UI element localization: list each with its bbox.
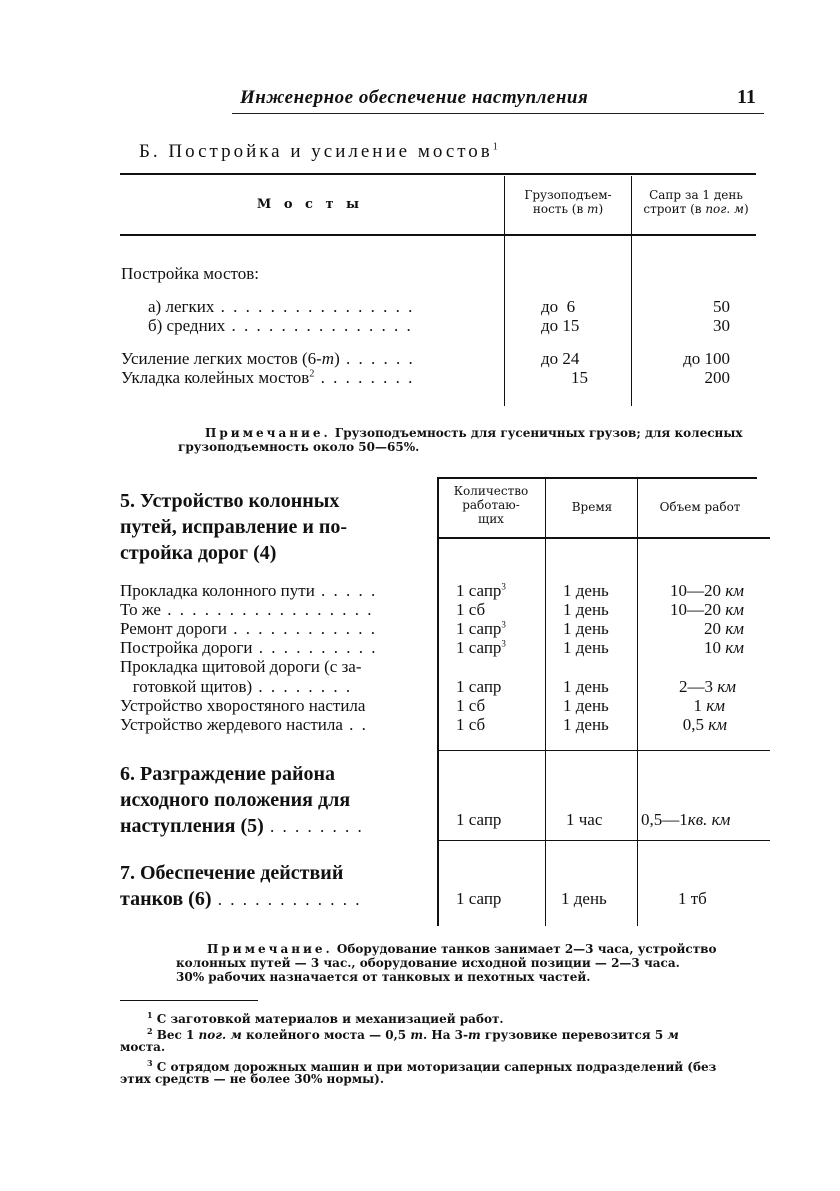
table-5-col-divider <box>637 478 638 926</box>
leader-dots: . . . . . . <box>339 349 415 368</box>
workers-value: 1 сапр <box>456 677 502 696</box>
section-7-heading <box>120 860 361 913</box>
row-label-unit: т <box>321 349 335 368</box>
footnote-text: колейного моста — 0,5 <box>241 1028 411 1042</box>
leader-dots: . . . . . . . . . . . . <box>211 890 362 909</box>
footnote-continuation: этих средств — не более 30% нормы). <box>120 1072 385 1086</box>
rate-value: 30 <box>713 316 730 335</box>
table-5-note-line2: колонных путей — 3 час., оборудование исходной позиции — 2—3 часа. <box>176 956 680 970</box>
volume-value <box>641 810 730 830</box>
volume-text: 10 <box>703 638 726 657</box>
note-text: Оборудование танков занимает 2—3 часа, устройство <box>332 942 717 956</box>
time-value: 1 день <box>561 889 607 908</box>
volume-value <box>640 715 727 735</box>
volume-unit: км <box>706 696 725 715</box>
footnote-divider <box>120 1000 258 1001</box>
heading-line: 7. Обеспечение действий <box>120 862 344 884</box>
volume-text: 1 <box>693 696 707 715</box>
workers-value <box>456 638 506 658</box>
row-label: Прокладка колонного пути <box>120 581 315 600</box>
workers-value: 1 сапр <box>456 889 502 908</box>
note-text: Грузоподъемность для гусеничных грузов; для колесных <box>330 426 743 440</box>
rate-value: до 100 <box>683 349 730 368</box>
section-b-title <box>139 141 498 163</box>
volume-unit: км <box>725 581 744 600</box>
table-b-col-divider <box>631 176 632 406</box>
volume-unit: км <box>725 619 744 638</box>
workers-value: 1 сб <box>456 696 486 715</box>
row-label: а) легких <box>148 297 215 316</box>
heading-line-text: танков (6) <box>120 888 212 910</box>
running-header-title: Инженерное обеспечение наступления <box>240 87 589 108</box>
workers-value <box>456 619 506 639</box>
row-label: готовкой щитов) <box>120 677 253 696</box>
workers-value: 1 сб <box>456 715 486 734</box>
table-b-header-rule <box>120 234 756 236</box>
volume-unit: км <box>708 715 727 734</box>
leader-dots: . . . . . . . . <box>263 817 364 836</box>
heading-line <box>120 813 364 840</box>
table-row <box>120 619 377 639</box>
footnote-ref: 3 <box>501 638 506 649</box>
footnote-unit: т <box>410 1028 424 1042</box>
volume-value <box>640 696 725 716</box>
footnote-text: С заготовкой материалов и механизацией работ. <box>152 1012 504 1026</box>
footnote-mark: 3 <box>147 1058 153 1068</box>
row-label: То же <box>120 600 161 619</box>
rate-l2-text: строит (в <box>643 202 706 216</box>
volume-value <box>640 600 744 620</box>
col-header-workers <box>441 484 541 526</box>
capacity-unit: т <box>587 202 599 216</box>
volume-value <box>640 619 744 639</box>
col-header-capacity-l2 <box>508 202 628 216</box>
table-5-note-line3: 30% рабочих назначается от танковых и пехотных частей. <box>176 970 591 984</box>
workers-value: 1 сб <box>456 600 486 619</box>
footnote-text: . На 3- <box>423 1028 469 1042</box>
row-label: Ремонт дороги <box>120 619 228 638</box>
footnote-mark: 1 <box>147 1010 153 1020</box>
capacity-value: 15 <box>571 368 588 387</box>
volume-text: 10—20 <box>669 600 726 619</box>
footnote-mark: 2 <box>147 1026 153 1036</box>
capacity-value: до 24 <box>541 349 580 368</box>
table-row <box>120 677 352 697</box>
heading-line <box>120 886 361 913</box>
heading-line: путей, исправление и по- <box>120 516 348 538</box>
table-row <box>121 368 414 388</box>
footnote-text: Вес 1 <box>152 1028 199 1042</box>
leader-dots: . . . . . . . . . . . . . . . . <box>214 297 415 316</box>
capacity-l2-text: ность (в <box>532 202 588 216</box>
note-head: Примечание. <box>207 942 333 956</box>
row-label: б) средних <box>148 316 226 335</box>
volume-text: 0,5 <box>682 715 709 734</box>
col-header-capacity <box>508 188 628 216</box>
col-header-workers-l3: щих <box>478 512 504 526</box>
volume-text: 0,5—1 <box>641 810 688 829</box>
col-header-capacity-l1: Грузоподъем- <box>524 188 612 202</box>
leader-dots: . . . . . <box>314 581 378 600</box>
table-5-note <box>207 942 767 956</box>
section-b-title-text: Б. Постройка и усиление мостов <box>139 141 493 162</box>
table-row <box>120 600 373 620</box>
volume-value: 1 тб <box>678 889 707 908</box>
col-header-rate-l2 <box>634 202 758 216</box>
table-row <box>120 581 377 601</box>
footnote-unit: м <box>667 1028 679 1042</box>
capacity-value: до 6 <box>541 297 576 316</box>
page-number: 11 <box>737 86 756 108</box>
time-value: 1 день <box>563 638 609 657</box>
leader-dots: . . . . . . . . . . . . . . . . . <box>160 600 374 619</box>
header-divider <box>232 113 764 114</box>
leader-dots: . . . . . . . . <box>314 368 415 387</box>
section-5-heading <box>120 488 347 566</box>
footnote-text: грузовике перевозится 5 <box>480 1028 668 1042</box>
row-label: Усиление легких мостов (6- <box>121 349 322 368</box>
col-header-workers-l1: Количество <box>453 484 529 498</box>
footnote <box>147 1024 679 1042</box>
row-label: Укладка колейных мостов <box>121 368 310 387</box>
volume-unit: км <box>725 638 744 657</box>
time-value: 1 день <box>563 619 609 638</box>
section-6-heading <box>120 761 364 840</box>
workers-text: 1 сапр <box>456 619 502 638</box>
note-head: Примечание. <box>205 426 331 440</box>
table-row <box>120 638 378 658</box>
heading-line: стройка дорог (4) <box>120 542 277 564</box>
rate-l2-end: ) <box>743 202 749 216</box>
volume-value <box>640 677 736 697</box>
workers-value: 1 сапр <box>456 810 502 829</box>
footnote-ref: 3 <box>501 619 506 630</box>
volume-text: 2—3 <box>678 677 718 696</box>
table-5-col-divider <box>545 478 546 926</box>
table-row: Прокладка щитовой дороги (с за- <box>120 657 362 676</box>
footnote-ref: 1 <box>492 141 498 153</box>
leader-dots: . . . . . . . . . . . . . . . <box>225 316 413 335</box>
row-label: Устройство жердевого настила <box>120 715 343 734</box>
workers-text: 1 сапр <box>456 581 502 600</box>
col-header-workers-l2: работаю- <box>462 498 520 512</box>
time-value: 1 день <box>563 715 609 734</box>
workers-text: 1 сапр <box>456 638 502 657</box>
footnote-ref: 3 <box>501 581 506 592</box>
time-value: 1 час <box>566 810 603 829</box>
footnote-continuation: моста. <box>120 1040 166 1054</box>
heading-line: исходного положения для <box>120 789 351 811</box>
table-row <box>148 316 413 336</box>
heading-line-text: наступления (5) <box>120 815 264 837</box>
table-row <box>120 715 368 735</box>
table-row <box>148 297 414 317</box>
time-value: 1 день <box>563 600 609 619</box>
volume-value <box>640 581 744 601</box>
table-b-col-divider <box>504 176 505 406</box>
row-label-end: ) <box>334 349 340 368</box>
col-header-volume: Объем работ <box>659 500 741 514</box>
leader-dots: . . . . . . . . . . . . <box>227 619 378 638</box>
capacity-value: до 15 <box>541 316 580 335</box>
table-b-top-rule <box>120 173 756 175</box>
volume-unit: км <box>725 600 744 619</box>
footnote-unit: пог. м <box>198 1028 242 1042</box>
col-header-time: Время <box>571 500 613 514</box>
group-label: Постройка мостов: <box>121 264 259 283</box>
rate-unit: пог. м <box>705 202 744 216</box>
time-value: 1 день <box>563 677 609 696</box>
capacity-l2-end: ) <box>598 202 604 216</box>
row-label: Постройка дороги <box>120 638 253 657</box>
volume-unit: км <box>717 677 736 696</box>
volume-value <box>640 638 744 658</box>
leader-dots: . . . . . . . . <box>252 677 353 696</box>
table-b-note <box>205 426 765 440</box>
col-header-rate <box>634 188 758 216</box>
leader-dots: . . . . . . . . . . <box>252 638 378 657</box>
col-header-bridges: М о с т ы <box>256 197 364 212</box>
volume-unit: кв. км <box>687 810 731 829</box>
heading-line: 6. Разграждение района <box>120 763 336 785</box>
leader-dots: . . <box>342 715 368 734</box>
table-row: Устройство хворостяного настила <box>120 696 366 715</box>
workers-value <box>456 581 506 601</box>
heading-line: 5. Устройство колонных <box>120 490 340 512</box>
time-value: 1 день <box>563 696 609 715</box>
footnote-text: С отрядом дорожных машин и при моторизации саперных подразделений (без <box>152 1060 717 1074</box>
time-value: 1 день <box>563 581 609 600</box>
rate-value: 50 <box>713 297 730 316</box>
volume-text: 10—20 <box>669 581 726 600</box>
table-5-section-rule <box>437 840 770 841</box>
table-5-section-rule <box>437 750 770 751</box>
table-5-header-rule <box>437 537 770 539</box>
volume-text: 20 <box>703 619 726 638</box>
table-5-top-rule <box>437 477 757 479</box>
footnote-ref: 2 <box>309 368 315 380</box>
table-5-left-border <box>437 478 439 926</box>
table-row <box>121 349 415 369</box>
col-header-rate-l1: Сапр за 1 день <box>649 188 743 202</box>
table-b-note-line2: грузоподъемность около 50—65%. <box>178 440 420 454</box>
footnote-unit: т <box>468 1028 481 1042</box>
rate-value: 200 <box>704 368 730 387</box>
